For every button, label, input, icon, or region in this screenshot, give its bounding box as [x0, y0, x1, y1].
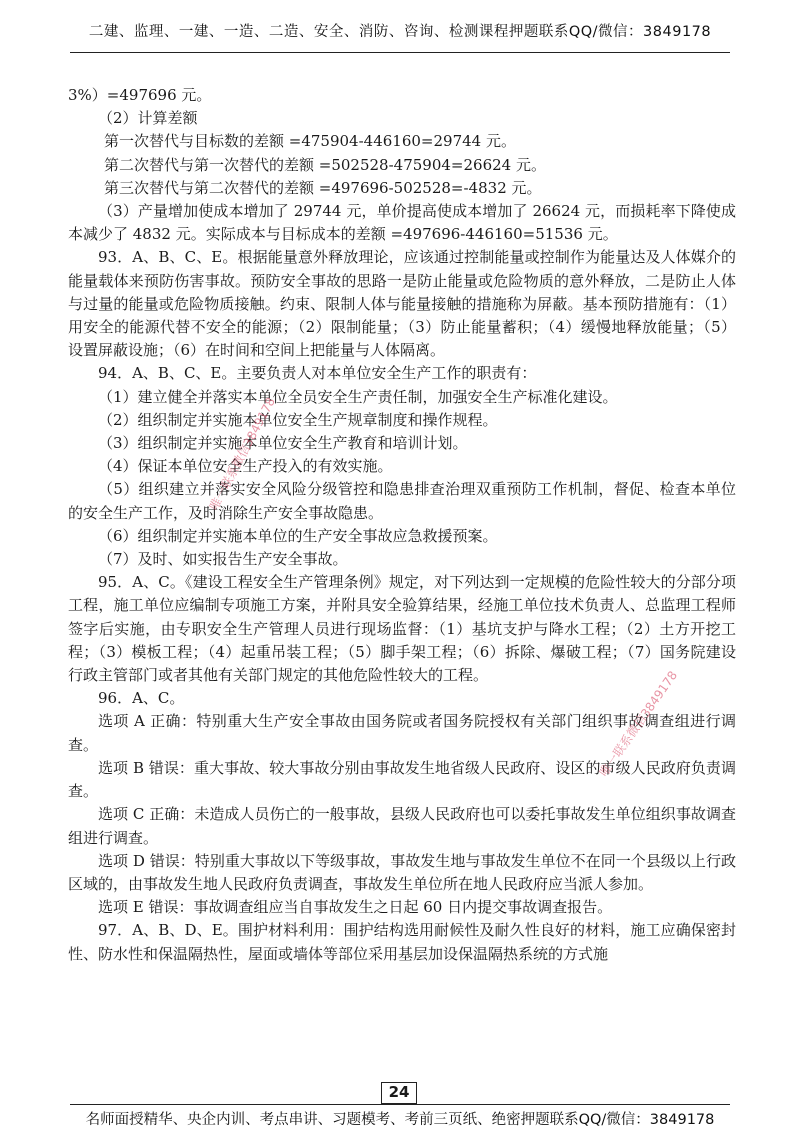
- watermark-text: 唯一联系微信3849178: [596, 668, 681, 780]
- paragraph: （7）及时、如实报告生产安全事故。: [98, 550, 348, 569]
- paragraph: （5）组织建立并落实安全风险分级管控和隐患排查治理双重预防工作机制，督促、检查本单位的安全生产工作，及时消除生产安全事故隐患。: [68, 480, 736, 522]
- page-footer: 名师面授精华、央企内训、考点串讲、习题模考、考前三页纸、绝密押题联系QQ/微信：3849178: [85, 1112, 715, 1128]
- page-header: 二建、监理、一建、一造、二造、安全、消防、咨询、检测课程押题联系QQ/微信：3849178: [88, 24, 712, 40]
- paragraph: （6）组织制定并实施本单位的生产安全事故应急救援预案。: [98, 526, 498, 545]
- paragraph: 97．A、B、D、E。围护材料利用：围护结构选用耐候性及耐久性良好的材料，施工应确保密封性、防水性和保温隔热性，屋面或墙体等部位采用基层加设保温隔热系统的方式施: [68, 921, 736, 963]
- paragraph: 93．A、B、C、E。根据能量意外释放理论，应该通过控制能量或控制作为能量达及人体媒介的能量载体来预防伤害事故。预防安全事故的思路一是防止能量或危险物质的意外释放，二是防止人体与过量的能量或危险物质接触。约束、限制人体与能量接触的措施称为屏蔽。基本预防措施有：（1）用安全的能源代替不安全的能源；（2）限制能量；（3）防止能量蓄积；（4）缓慢地释放能量；（5）设置屏蔽设施；（6）在时间和空间上把能量与人体隔离。: [68, 248, 736, 360]
- paragraph: （2）组织制定并实施本单位安全生产规章制度和操作规程。: [98, 410, 498, 429]
- paragraph: 选项 D 错误：特别重大事故以下等级事故，事故发生地与事故发生单位不在同一个县级以上行政区域的，由事故发生地人民政府负责调查，事故发生单位所在地人民政府应当派人参加。: [68, 851, 736, 893]
- paragraph: （3）组织制定并实施本单位安全生产教育和培训计划。: [98, 434, 468, 453]
- paragraph: 选项 B 错误：重大事故、较大事故分别由事故发生地省级人民政府、设区的市级人民政府负责调查。: [68, 758, 736, 801]
- paragraph: 95．A、C。《建设工程安全生产管理条例》规定，对下列达到一定规模的危险性较大的分部分项工程，施工单位应编制专项施工方案，并附具安全验算结果，经施工单位技术负责人、总监理工程师签字后实施，由专职安全生产管理人员进行现场监督：（1）基坑支护与降水工程；（2）土方开挖工程；（3）模板工程；（4）起重吊装工程；（5）脚手架工程；（6）拆除、爆破工程；（7）国务院建设行政主管部门或者其他有关部门规定的其他危险性较大的工程。: [68, 573, 736, 685]
- paragraph: 选项 C 正确：未造成人员伤亡的一般事故，县级人民政府也可以委托事故发生单位组织事故调查组进行调查。: [68, 805, 736, 847]
- header-divider: [70, 52, 730, 53]
- answer-body: [68, 84, 736, 966]
- paragraph: 选项 A 正确：特别重大生产安全事故由国务院或者国务院授权有关部门组织事故调查组进行调查。: [68, 712, 736, 754]
- page-number: 24: [381, 1082, 417, 1104]
- paragraph: 3%）=497696 元。: [68, 86, 212, 104]
- paragraph: 第二次替代与第一次替代的差额 =502528-475904=26624 元。: [104, 155, 546, 174]
- paragraph: 选项 E 错误：事故调查组应当自事故发生之日起 60 日内提交事故调查报告。: [98, 898, 613, 917]
- paragraph: （1）建立健全并落实本单位全员安全生产责任制，加强安全生产标准化建设。: [98, 387, 618, 406]
- paragraph: 96．A、C。: [98, 689, 185, 708]
- paragraph: （2）计算差额: [98, 109, 198, 128]
- paragraph: （4）保证本单位安全生产投入的有效实施。: [98, 457, 393, 476]
- paragraph: 第三次替代与第二次替代的差额 =497696-502528=-4832 元。: [104, 178, 542, 197]
- paragraph: 94．A、B、C、E。主要负责人对本单位安全生产工作的职责有：: [98, 364, 537, 383]
- paragraph: 第一次替代与目标数的差额 =475904-446160=29744 元。: [104, 132, 516, 151]
- paragraph: （3）产量增加使成本增加了 29744 元，单价提高使成本增加了 26624 元，而损耗率下降使成本减少了 4832 元。实际成本与目标成本的差额 =497696-446160=51536 元。: [68, 202, 736, 244]
- footer-divider: [70, 1104, 730, 1105]
- watermark-text: 唯一联系微信3849178: [206, 395, 279, 513]
